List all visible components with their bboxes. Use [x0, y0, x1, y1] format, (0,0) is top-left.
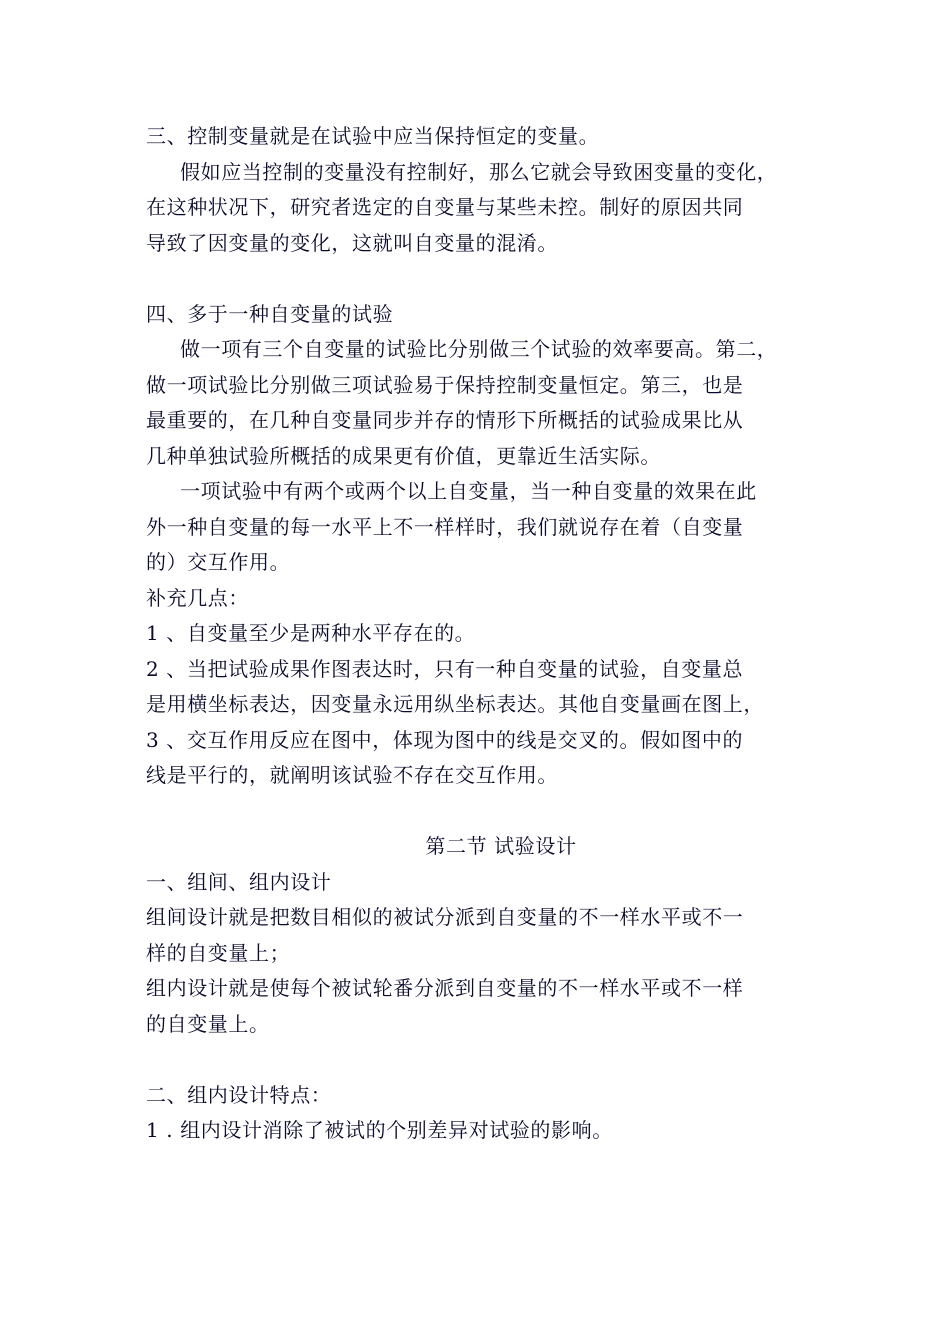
section-heading-3: 三、控制变量就是在试验中应当保持恒定的变量。 — [146, 124, 600, 148]
chapter-title: 第二节 试验设计 — [425, 834, 577, 858]
paragraph-line: 一项试验中有两个或两个以上自变量，当一种自变量的效果在此 — [180, 479, 757, 503]
paragraph-line: 组间设计就是把数目相似的被试分派到自变量的不一样水平或不一 — [146, 905, 744, 929]
paragraph-interaction — [146, 474, 816, 581]
supplement-list — [146, 616, 816, 794]
blank-line — [146, 1042, 816, 1078]
paragraph-line: 外一种自变量的每一水平上不一样样时，我们就说存在着（自变量 — [146, 514, 744, 539]
paragraph-line: 假如应当控制的变量没有控制好，那么它就会导致困变量的变化， — [180, 159, 778, 184]
document-body — [146, 119, 816, 1149]
blank-line — [146, 794, 816, 830]
paragraph-line: 在这种状况下，研究者选定的自变量与某些未控。制好的原因共同 — [146, 195, 744, 219]
paragraph-confounding — [146, 155, 816, 262]
subsection-heading-2: 二、组内设计特点： — [146, 1082, 332, 1107]
list-item: 3 、交互作用反应在图中，体现为图中的线是交叉的。假如图中的 — [146, 727, 744, 752]
paragraph-line: 组内设计就是使每个被试轮番分派到自变量的不一样水平或不一样 — [146, 976, 744, 1000]
supplement-title: 补充几点： — [146, 585, 249, 610]
subsection-heading-1: 一、组间、组内设计 — [146, 869, 332, 894]
paragraph-line: 的）交互作用。 — [146, 550, 291, 574]
paragraph-efficiency — [146, 332, 816, 474]
paragraph-line: 最重要的，在几种自变量同步并存的情形下所概括的试验成果比从 — [146, 408, 744, 432]
paragraph-line: 做一项试验比分别做三项试验易于保持控制变量恒定。第三，也是 — [146, 372, 744, 397]
paragraph-design — [146, 900, 816, 1042]
list-item: 是用横坐标表达，因变量永远用纵坐标表达。其他自变量画在图上， — [146, 692, 764, 716]
list-item: 线是平行的，就阐明该试验不存在交互作用。 — [146, 763, 558, 787]
list-item: 1 . 组内设计消除了被试的个别差异对试验的影响。 — [146, 1118, 613, 1142]
list-item: 1 、自变量至少是两种水平存在的。 — [146, 621, 476, 645]
paragraph-line: 导致了因变量的变化，这就叫自变量的混淆。 — [146, 230, 558, 255]
paragraph-line: 的自变量上。 — [146, 1011, 270, 1036]
paragraph-line: 做一项有三个自变量的试验比分别做三个试验的效率要高。第二， — [180, 337, 778, 361]
section-heading-4: 四、多于一种自变量的试验 — [146, 301, 394, 326]
blank-line — [146, 261, 816, 297]
paragraph-line: 样的自变量上； — [146, 940, 291, 965]
list-item: 2 、当把试验成果作图表达时，只有一种自变量的试验，自变量总 — [146, 656, 744, 681]
paragraph-line: 几种单独试验所概括的成果更有价值，更靠近生活实际。 — [146, 443, 661, 468]
